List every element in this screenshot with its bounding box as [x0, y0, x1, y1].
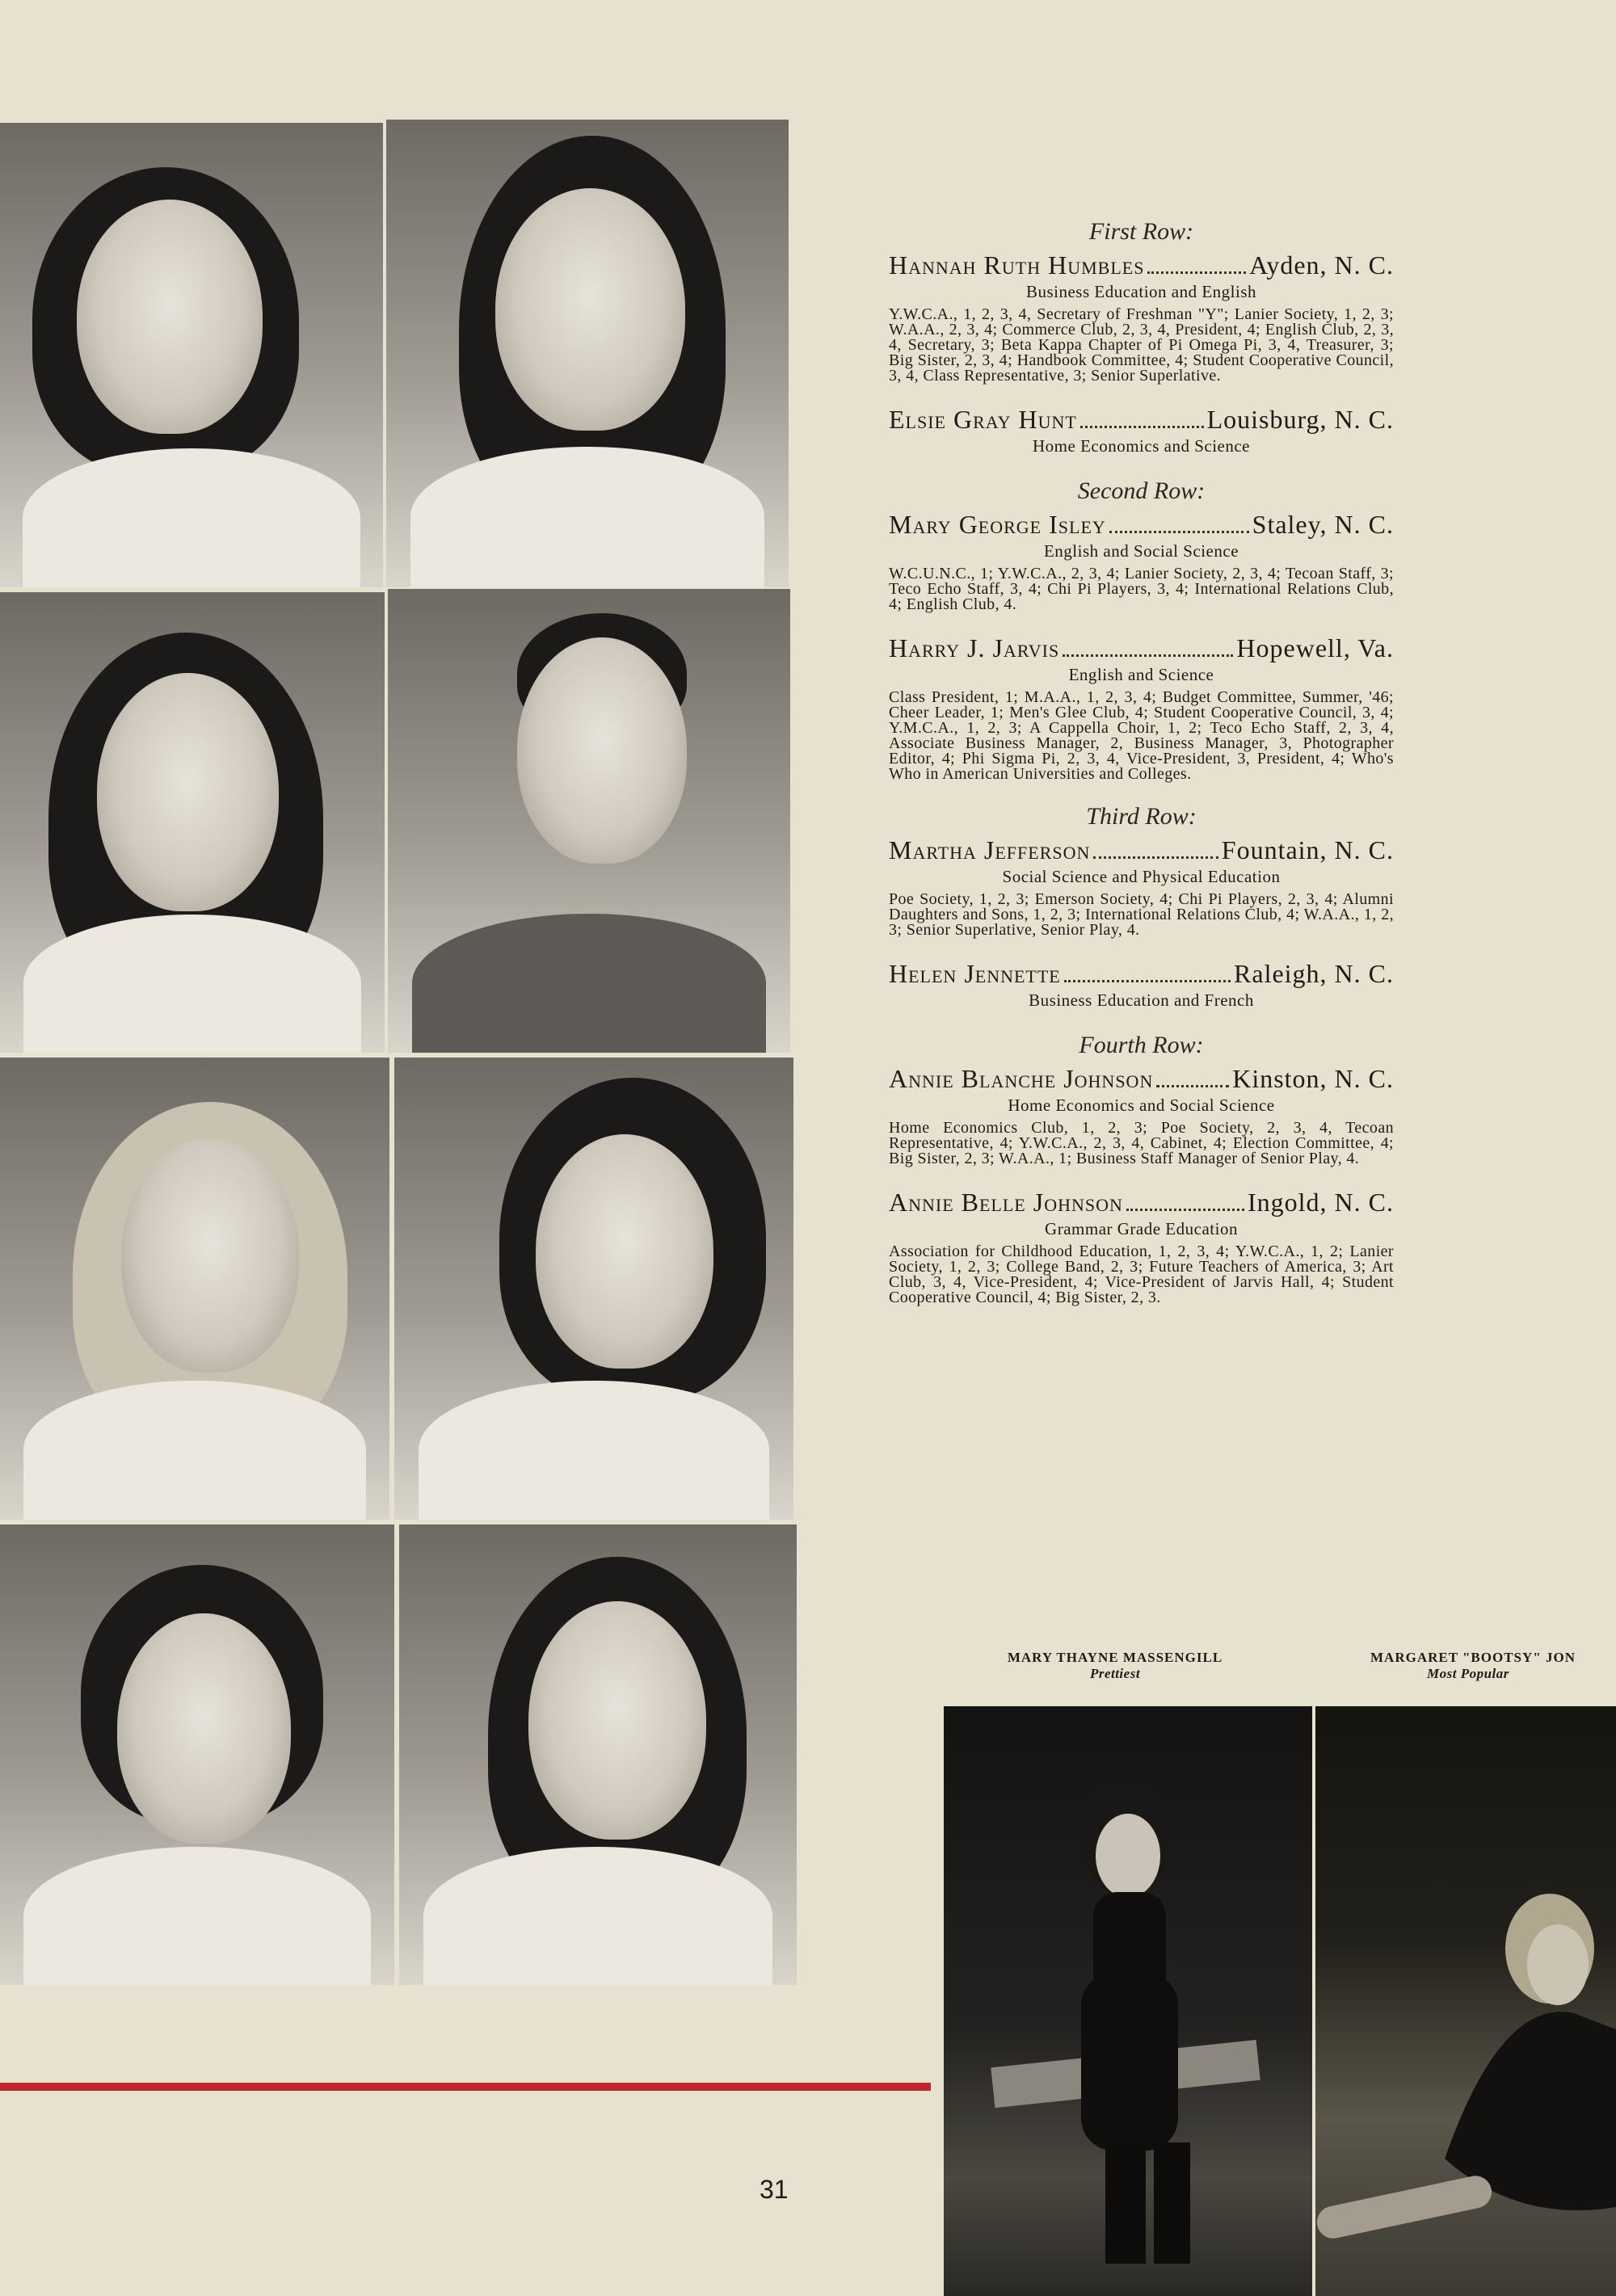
- student-name: Harry J. Jarvis: [889, 633, 1060, 662]
- entry-helen-jennette: [889, 959, 1394, 1011]
- seated-woman-bench-illustration: [944, 1706, 1312, 2296]
- student-name: Elsie Gray Hunt: [889, 405, 1077, 434]
- hometown: Ingold, N. C.: [1248, 1188, 1394, 1217]
- hometown: Kinston, N. C.: [1232, 1064, 1394, 1093]
- activities: Association for Childhood Education, 1, 2, 3, 4; Y.W.C.A., 1, 2; Lanier Society, 1, 2, 3; College Band, 2, 3; Future Teachers of America, 3; Art Club, 3, 4, Vice-President, 4; Vice-President of Jarvis Hall, 4; Student Cooperative Council, 4; Big Sister, 2, 3.: [889, 1243, 1394, 1306]
- superlative-name: MARGARET "BOOTSY" JON: [1370, 1650, 1576, 1665]
- leader-dots: [1109, 531, 1249, 533]
- leader-dots: [1093, 856, 1218, 859]
- entry-annie-blanche-johnson: [889, 1064, 1394, 1167]
- portrait-annie-blanche-johnson: [0, 1524, 394, 1985]
- hometown: Hopewell, Va.: [1236, 633, 1394, 662]
- leader-dots: [1147, 271, 1246, 274]
- row-heading: Third Row:: [1086, 803, 1197, 830]
- major: Grammar Grade Education: [1045, 1219, 1238, 1238]
- superlative-caption-2: [1357, 1650, 1616, 1682]
- major: Home Economics and Social Science: [1008, 1095, 1275, 1115]
- activities: Home Economics Club, 1, 2, 3; Poe Society, 2, 3, 4, Tecoan Representative, 4; Y.W.C.A., 2, 3, 4, Cabinet, 4; Election Committee, 4; Big Sister, 2, 3; W.A.A., 1; Business Staff Manager of Senior Play, 4.: [889, 1119, 1394, 1167]
- superlative-photo-prettiest: [944, 1706, 1312, 2296]
- major: Home Economics and Science: [1033, 436, 1250, 456]
- portrait-martha-jefferson: [0, 1058, 389, 1520]
- portrait-annie-belle-johnson: [399, 1524, 797, 1985]
- superlative-caption-1: [945, 1650, 1285, 1682]
- portrait-elsie-gray-hunt: [386, 120, 789, 587]
- biographies: [889, 218, 1394, 1327]
- row-heading: First Row:: [1088, 218, 1194, 245]
- activities: Class President, 1; M.A.A., 1, 2, 3, 4; Budget Committee, Summer, '46; Cheer Leader, 1; Men's Glee Club, 4; Student Cooperative Council, 3, 4; Y.M.C.A., 1, 2, 3; A Cappella Choir, 1, 2; Teco Echo Staff, 2, 3, 4, Associate Business Manager, 2, Business Manager, 3, Photographer Editor, 4; Phi Sigma Pi, 2, 3, 4, Vice-President, 3, President, 4; Who's Who in American Universities and Colleges.: [889, 688, 1394, 783]
- first-row-section: [889, 218, 1394, 456]
- leader-dots: [1064, 980, 1231, 982]
- activities: Y.W.C.A., 1, 2, 3, 4, Secretary of Freshman "Y"; Lanier Society, 1, 2, 3; W.A.A., 2, 3, 4; Commerce Club, 2, 3, 4, President, 4; English Club, 2, 3, 4, Secretary, 3; Beta Kappa Chapter of Pi Omega Pi, 3, 4, Treasurer, 3; Big Sister, 2, 3, 4; Handbook Committee, 4; Student Cooperative Council, 3, 4, Class Representative, 3; Senior Superlative.: [889, 305, 1394, 385]
- leader-dots: [1126, 1209, 1244, 1211]
- entry-annie-belle-johnson: [889, 1188, 1394, 1306]
- superlative-title: Prettiest: [1089, 1666, 1141, 1681]
- row-heading: Fourth Row:: [1079, 1032, 1204, 1058]
- major: English and Social Science: [1043, 541, 1239, 561]
- hometown: Raleigh, N. C.: [1234, 959, 1394, 988]
- leader-dots: [1080, 426, 1204, 428]
- student-name: Mary George Isley: [889, 510, 1106, 539]
- entry-martha-jefferson: [889, 835, 1394, 938]
- entry-harry-j-jarvis: [889, 633, 1394, 782]
- student-name: Hannah Ruth Humbles: [889, 250, 1145, 280]
- superlative-title: Most Popular: [1427, 1666, 1509, 1681]
- hometown: Fountain, N. C.: [1221, 835, 1394, 864]
- student-name: Helen Jennette: [889, 959, 1061, 988]
- portrait-hannah-ruth-humbles: [0, 123, 383, 587]
- leader-dots: [1063, 654, 1233, 657]
- second-row-section: [889, 477, 1394, 782]
- portrait-mary-george-isley: [0, 592, 385, 1053]
- seated-woman-lawn-illustration: [1315, 1706, 1616, 2296]
- major: Social Science and Physical Education: [1002, 867, 1281, 886]
- leader-dots: [1156, 1085, 1229, 1087]
- entry-hannah-ruth-humbles: [889, 250, 1394, 384]
- portrait-helen-jennette: [394, 1058, 793, 1520]
- page-number: 31: [760, 2175, 789, 2204]
- entry-elsie-gray-hunt: [889, 405, 1394, 456]
- hometown: Ayden, N. C.: [1249, 250, 1394, 280]
- superlative-photo-most-popular: [1315, 1706, 1616, 2296]
- superlative-name: MARY THAYNE MASSENGILL: [1007, 1650, 1223, 1665]
- activities: W.C.U.N.C., 1; Y.W.C.A., 2, 3, 4; Lanier Society, 2, 3, 4; Tecoan Staff, 3; Teco Echo Staff, 3, 4; Chi Pi Players, 3, 4; International Relations Club, 4; English Club, 4.: [889, 565, 1394, 613]
- row-heading: Second Row:: [1077, 477, 1206, 504]
- fourth-row-section: [889, 1032, 1394, 1306]
- student-name: Annie Blanche Johnson: [889, 1064, 1154, 1093]
- hometown: Staley, N. C.: [1252, 510, 1394, 539]
- major: English and Science: [1068, 665, 1214, 684]
- major: Business Education and French: [1029, 990, 1254, 1010]
- hometown: Louisburg, N. C.: [1206, 405, 1394, 434]
- student-name: Martha Jefferson: [889, 835, 1091, 864]
- third-row-section: [889, 803, 1394, 1011]
- activities: Poe Society, 1, 2, 3; Emerson Society, 4; Chi Pi Players, 2, 3, 4; Alumni Daughters and Sons, 1, 2, 3; International Relations Club, 4; W.A.A., 1, 2, 3; Senior Superlative, Senior Play, 4.: [889, 890, 1394, 939]
- student-name: Annie Belle Johnson: [889, 1188, 1123, 1217]
- entry-mary-george-isley: [889, 510, 1394, 612]
- portrait-harry-j-jarvis: [388, 589, 790, 1053]
- major: Business Education and English: [1025, 282, 1257, 301]
- red-rule: [0, 2083, 931, 2091]
